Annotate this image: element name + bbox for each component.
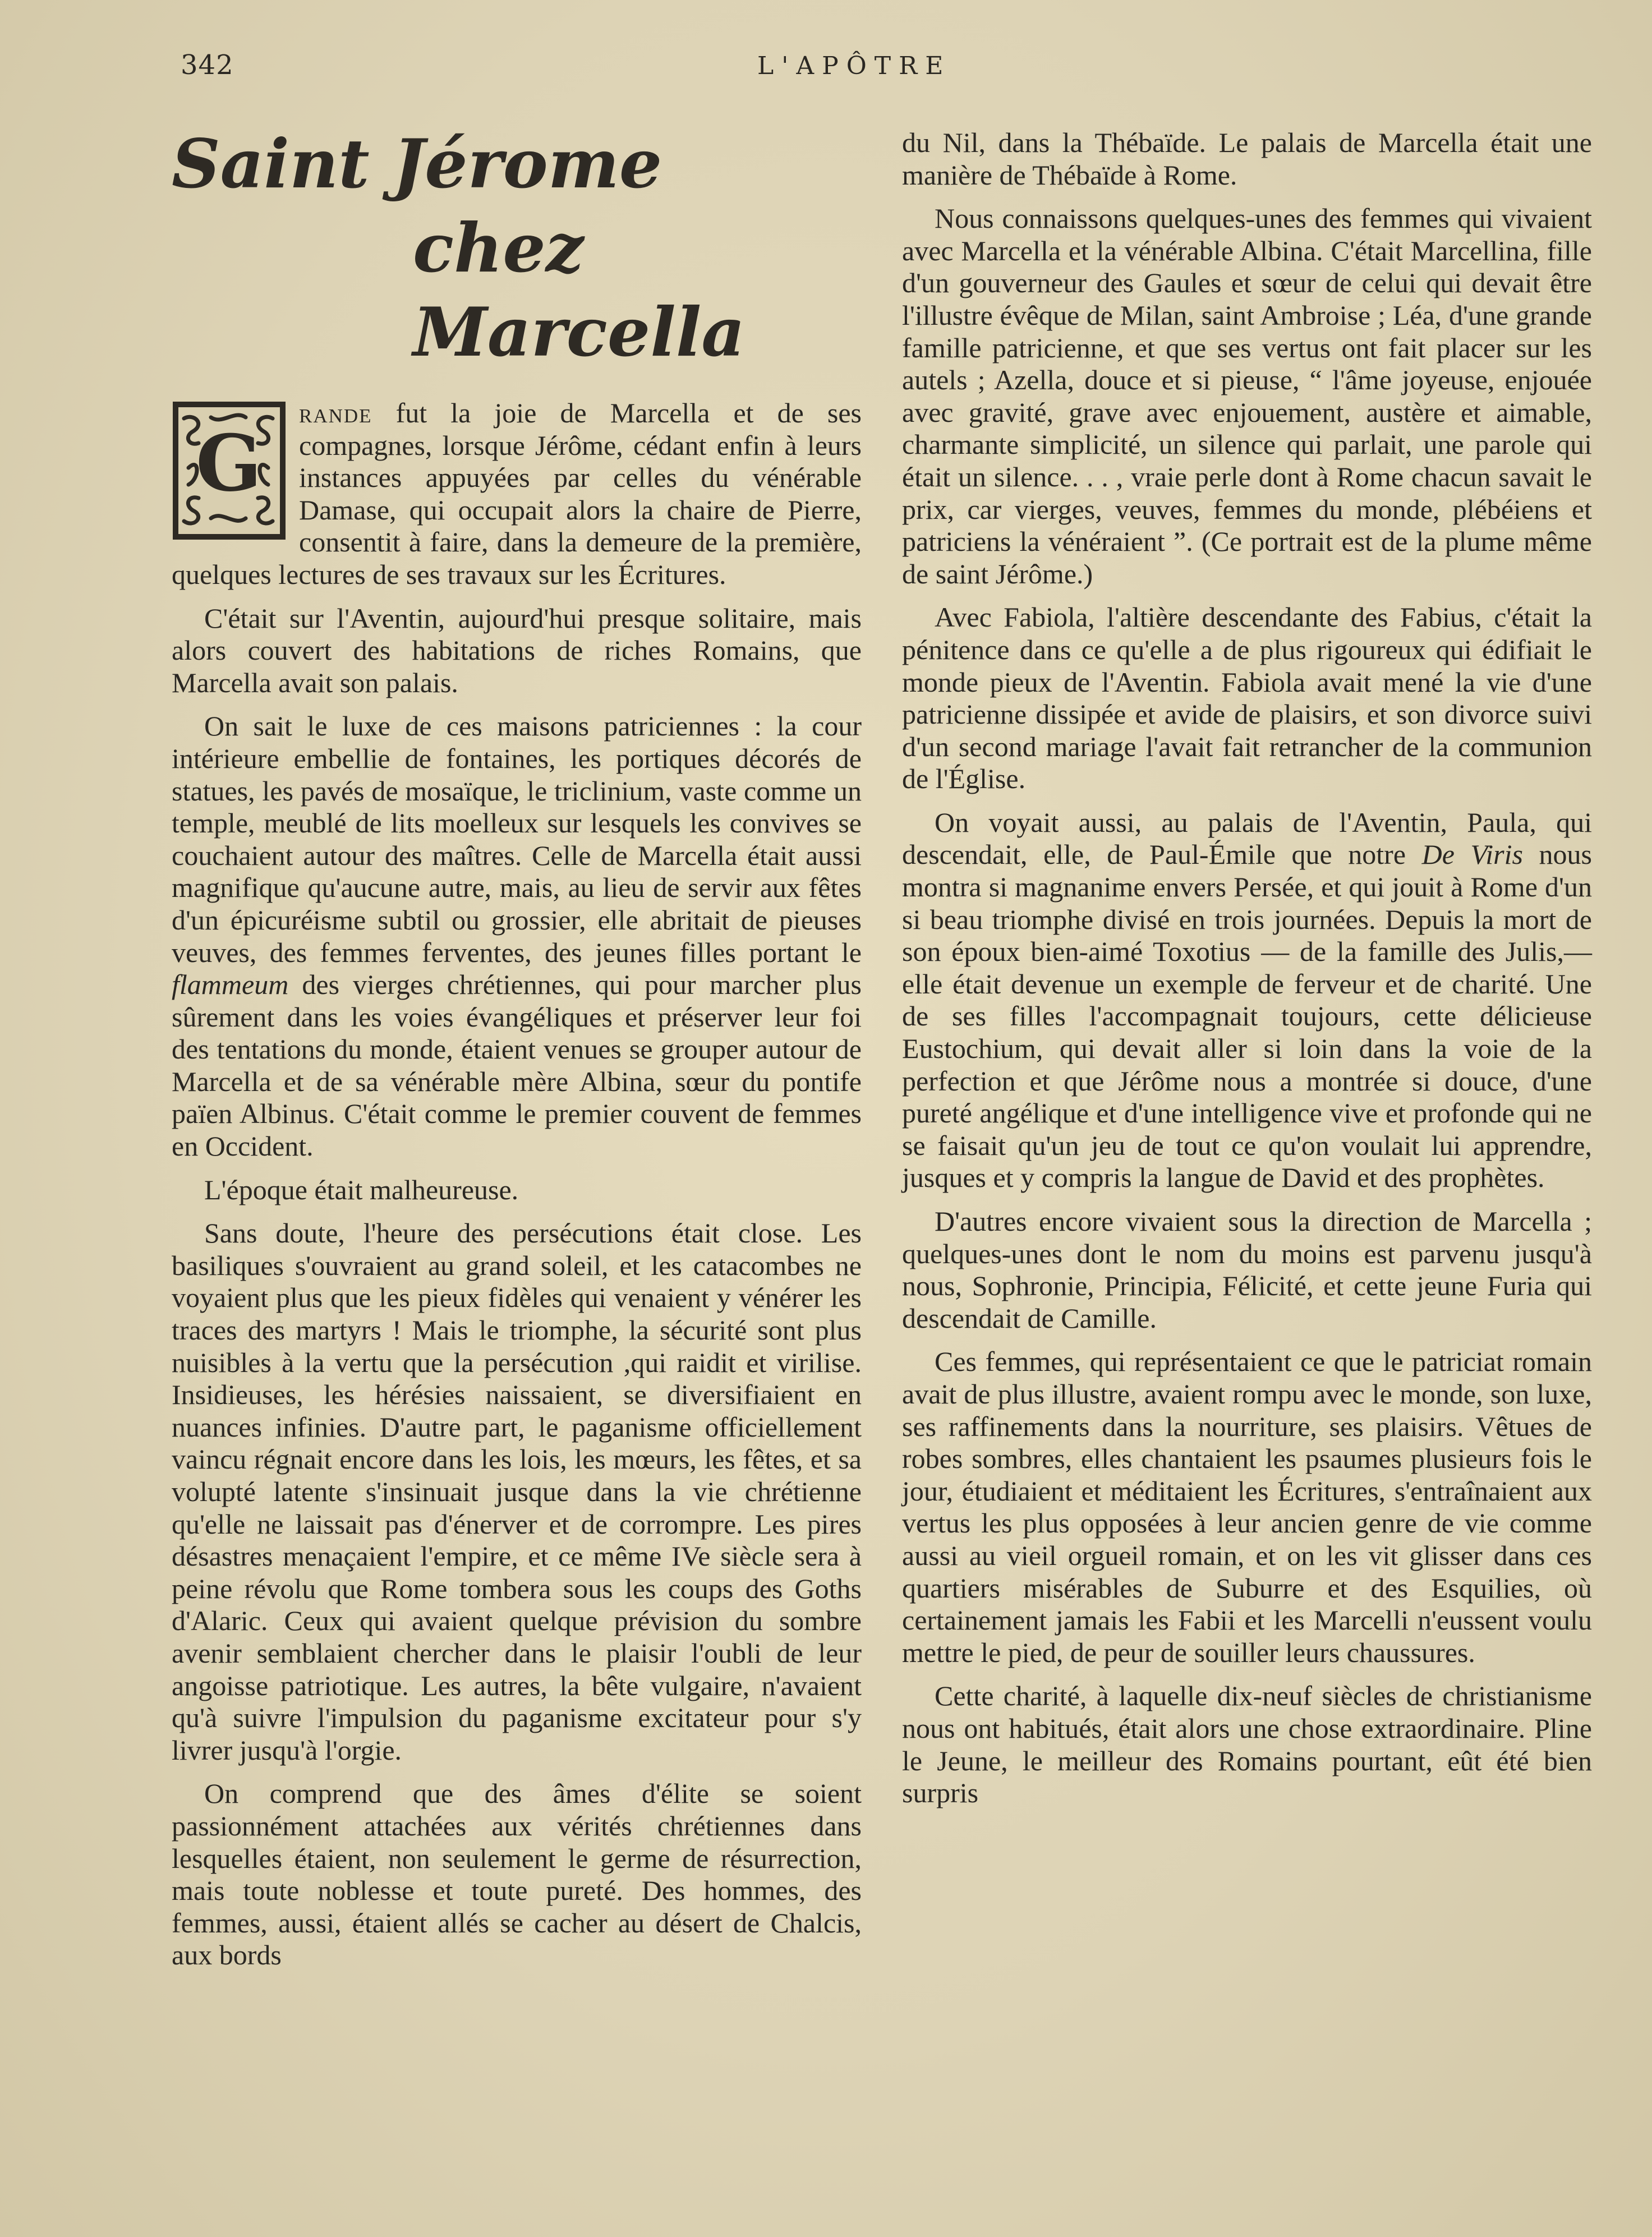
title-line-2: chez Marcella xyxy=(413,209,746,372)
right-column xyxy=(902,127,1592,1821)
paragraph-5: Sans doute, l'heure des persécutions était close. Les basiliques s'ouvraient au grand soleil, et les catacombes ne voyaient plus que les pieux fidèles qui venaient y vénérer les traces des martyrs ! Mais le triomphe, la sécurité sont plus nuisibles à la vertu que la persécution ,qui raidit et virilise. Insidieuses, les hérésies naissaient, se diversifiaient en nuances infinies. D'autre part, le paganisme officiellement vaincu régnait encore dans les lois, les mœurs, les fêtes, et sa volupté latente s'insinuait jusque dans la vie chrétienne qu'elle ne laissait pas d'énerver et de corrompre. Les pires désastres menaçaient l'empire, et ce même IVe siècle sera à peine révolu que Rome tombera sous les coups des Goths d'Alaric. Ceux qui avaient quelque prévision du sombre avenir semblaient chercher dans le plaisir l'oubli de leur angoisse patriotique. Les autres, la bête vulgaire, n'avaient qu'à suivre l'impulsion du paganisme excitateur pour s'y livrer jusqu'à l'orgie. xyxy=(172,1217,862,1766)
page-number: 342 xyxy=(181,49,234,81)
ornamental-initial-icon xyxy=(172,401,287,541)
paragraph-r7: Cette charité, à laquelle dix-neuf siècles de christianisme nous ont habitués, était alors une chose extraordinaire. Pline le Jeune, le meilleur des Romains pourtant, eût été bien surpris xyxy=(902,1680,1592,1809)
flammeum-italic: flammeum xyxy=(172,969,289,1001)
journal-title: L'APÔTRE xyxy=(757,52,951,80)
paragraph-2: C'était sur l'Aventin, aujourd'hui presque solitaire, mais alors couvert des habitations de riches Romains, que Marcella avait son palais. xyxy=(172,602,862,698)
article-body-left xyxy=(172,397,862,1972)
svg-text:G: G xyxy=(196,417,262,509)
paragraph-3: On sait le luxe de ces maisons patriciennes : la cour intérieure embellie de fontaines, les portiques décorés de statues, les pavés de mosaïque, le triclinium, vaste comme un temple, meublé de lits moelleux sur lesquels les convives se couchaient autour des maîtres. Celle de Marcella était aussi magnifique qu'aucune autre, mais, au lieu de servir aux fêtes d'un épicuréisme subtil ou grossier, elle abritait de pieuses veuves, des femmes ferventes, des jeunes filles portant le flammeum des vierges chrétiennes, qui pour marcher plus sûrement dans les voies évangéliques et préserver leur foi des tentations du monde, étaient venues se grouper autour de Marcella et de sa vénérable mère Albina, sœur du pontife païen Albinus. C'était comme le premier couvent de femmes en Occident. xyxy=(172,710,862,1162)
article-title xyxy=(172,122,862,375)
dropcap-continuation: rande xyxy=(299,397,372,429)
paragraph-6: On comprend que des âmes d'élite se soient passionnément attachées aux vérités chrétiennes dans lesquelles étaient, non seulement le germe de résurrection, mais toute noblesse et toute pureté. Des hommes, des femmes, aussi, étaient allés se cacher au désert de Chalcis, aux bords xyxy=(172,1778,862,1971)
paragraph-r1: du Nil, dans la Thébaïde. Le palais de Marcella était une manière de Thébaïde à Rome. xyxy=(902,127,1592,191)
paragraph-r3: Avec Fabiola, l'altière descendante des Fabius, c'était la pénitence dans ce qu'elle a de plus rigoureux qui édifiait le monde pieux de l'Aventin. Fabiola avait mené la vie d'une patricienne dissipée et avide de plaisirs, et son divorce suivi d'un second mariage l'avait fait retrancher de la communion de l'Église. xyxy=(902,601,1592,795)
running-head xyxy=(0,49,1652,89)
paragraph-1 xyxy=(172,397,862,591)
paragraph-r6: Ces femmes, qui représentaient ce que le patriciat romain avait de plus illustre, avaient rompu avec le monde, son luxe, ses raffinements dans la nourriture, ses plaisirs. Vêtues de robes sombres, elles chantaient les psaumes plusieurs fois le jour, étudiaient et méditaient les Écritures, s'entraînaient aux vertus les plus opposées à leur ancien genre de vie comme aussi au vieil orgueil romain, et on les vit glisser dans ces quartiers misérables de Suburre et des Esquilies, où certainement jamais les Fabii et les Marcelli n'eussent voulu mettre le pied, de peur de souiller leurs chaussures. xyxy=(902,1346,1592,1668)
paragraph-r2: Nous connaissons quelques-unes des femmes qui vivaient avec Marcella et la vénérable Albina. C'était Marcellina, fille d'un gouverneur des Gaules et sœur de celui qui devait être l'illustre évêque de Milan, saint Ambroise ; Léa, d'une grande famille patricienne, et que ses vertus ont fait placer sur les autels ; Azella, douce et si pieuse, “ l'âme joyeuse, enjouée avec gravité, grave avec enjouement, austère et aimable, charmante simplicité, un silence qui parlait, une parole qui était un silence. . . , vraie perle dont à Rome chacun savait le prix, car vierges, veuves, femmes du monde, plébéiens et patriciens la vénéraient ”. (Ce portrait est de la plume même de saint Jérôme.) xyxy=(902,202,1592,590)
paragraph-r4: On voyait aussi, au palais de l'Aventin, Paula, qui descendait, elle, de Paul-Émile que notre De Viris nous montra si magnanime envers Persée, et qui jouit à Rome d'un si beau triomphe divisé en trois journées. Depuis la mort de son époux bien-aimé Toxotius — de la famille des Julis,— elle était devenue un exemple de ferveur et de charité. Une de ses filles l'accompagnait toujours, cette délicieuse Eustochium, qui devait aller si loin dans la voie de la perfection et que Jérôme nous a montrée si douce, d'une pureté angélique et d'une intelligence vive et profonde qui ne se faisait qu'un jeu de tout ce qu'on voulait lui apprendre, jusques et y compris la langue de David et des prophètes. xyxy=(902,806,1593,1194)
left-column xyxy=(172,122,862,1983)
paragraph-r5: D'autres encore vivaient sous la direction de Marcella ; quelques-unes dont le nom du moins est parvenu jusqu'à nous, Sophronie, Principia, Félicité, et cette jeune Furia qui descendait de Camille. xyxy=(902,1205,1592,1334)
paragraph-1-text: fut la joie de Marcella et de ses compagnes, lorsque Jérôme, cédant enfin à leurs instances appuyées par celles du vénérable Damase, qui occupait alors la chaire de Pierre, consentit à faire, dans la demeure de la première, quelques lectures de ses travaux sur les Écritures. xyxy=(172,397,862,590)
title-line-1: Saint Jérome xyxy=(172,125,662,204)
de-viris-italic: De Viris xyxy=(1421,839,1523,871)
paragraph-4: L'époque était malheureuse. xyxy=(204,1173,519,1205)
